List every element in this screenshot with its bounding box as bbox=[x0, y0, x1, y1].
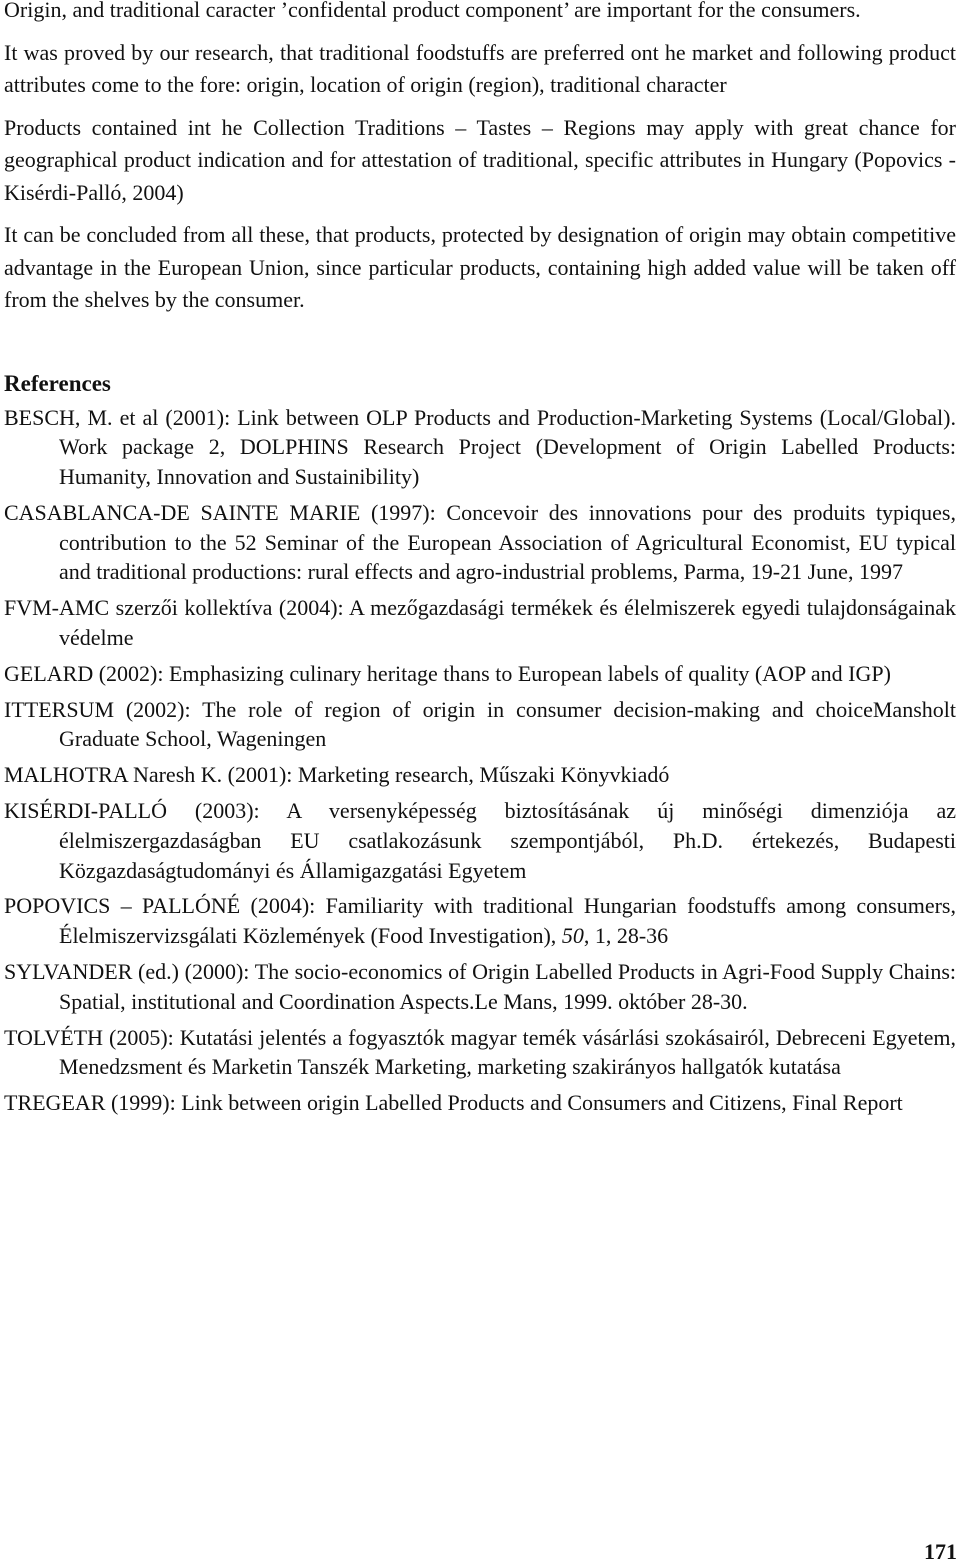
reference-item bbox=[4, 891, 956, 951]
reference-item: TREGEAR (1999): Link between origin Labelled Products and Consumers and Citizens, Final Report bbox=[4, 1090, 903, 1116]
body-paragraph-1: Origin, and traditional caracter ’confidental product component’ are important for the consumers. bbox=[4, 0, 861, 22]
page-number: 171 bbox=[924, 1539, 957, 1564]
reference-item: FVM-AMC szerzői kollektíva (2004): A mezőgazdasági termékek és élelmiszerek egyedi tulajdonságainak védelme bbox=[4, 595, 956, 651]
reference-volume: 50 bbox=[561, 923, 584, 949]
body-paragraph-4: It can be concluded from all these, that products, protected by designation of origin may obtain competitive advantage in the European Union, since particular products, containing high added value will be taken off from the shelves by the consumer. bbox=[4, 222, 956, 312]
reference-item: KISÉRDI-PALLÓ (2003): A versenyképesség biztosításának új minőségi dimenziója az élelmiszergazdaságban EU csatlakozásunk szempontjából, Ph.D. értekezés, Budapesti Közgazdaságtudományi és Államigazgatási Egyetem bbox=[4, 798, 956, 883]
reference-item: GELARD (2002): Emphasizing culinary heritage thans to European labels of quality (AOP and IGP) bbox=[4, 660, 891, 686]
reference-item: CASABLANCA-DE SAINTE MARIE (1997): Concevoir des innovations pour des produits typiques, contribution to the 52 Seminar of the European Association of Agricultural Economist, EU typical and traditional productions: rural effects and agro-industrial problems, Parma, 19-21 June, 1997 bbox=[4, 499, 956, 585]
references-heading: References bbox=[4, 370, 111, 396]
reference-text: POPOVICS – PALLÓNÉ (2004): Familiarity with traditional Hungarian foodstuffs among consumers, Élelmiszervizsgálati Közlemények (Food Investigation), bbox=[4, 893, 956, 949]
body-paragraph-2: It was proved by our research, that traditional foodstuffs are preferred ont he market and following product attributes come to the fore: origin, location of origin (region), traditional character bbox=[4, 39, 956, 97]
body-paragraph-3: Products contained int he Collection Traditions – Tastes – Regions may apply with great chance for geographical product indication and for attestation of traditional, specific attributes in Hungary (Popovics - Kisérdi-Palló, 2004) bbox=[4, 114, 956, 205]
reference-item: SYLVANDER (ed.) (2000): The socio-economics of Origin Labelled Products in Agri-Food Supply Chains: Spatial, institutional and Coordination Aspects.Le Mans, 1999. október 28-30. bbox=[4, 959, 956, 1014]
document-page bbox=[4, 0, 956, 1124]
reference-text: , 1, 28-36 bbox=[583, 923, 669, 949]
reference-item: MALHOTRA Naresh K. (2001): Marketing research, Műszaki Könyvkiadó bbox=[4, 762, 670, 788]
references-list bbox=[4, 403, 956, 1119]
reference-item: ITTERSUM (2002): The role of region of origin in consumer decision-making and choiceMansholt Graduate School, Wageningen bbox=[4, 696, 956, 752]
reference-item: TOLVÉTH (2005): Kutatási jelentés a fogyasztók magyar temék vásárlási szokásairól, Debreceni Egyetem, Menedzsment és Marketin Tanszék Marketing, marketing szakirányos hallgatók kutatása bbox=[4, 1024, 956, 1080]
reference-item: BESCH, M. et al (2001): Link between OLP Products and Production-Marketing Systems (Local/Global). Work package 2, DOLPHINS Research Project (Development of Origin Labelled Products: Humanity, Innovation and Sustainibility) bbox=[4, 404, 956, 490]
